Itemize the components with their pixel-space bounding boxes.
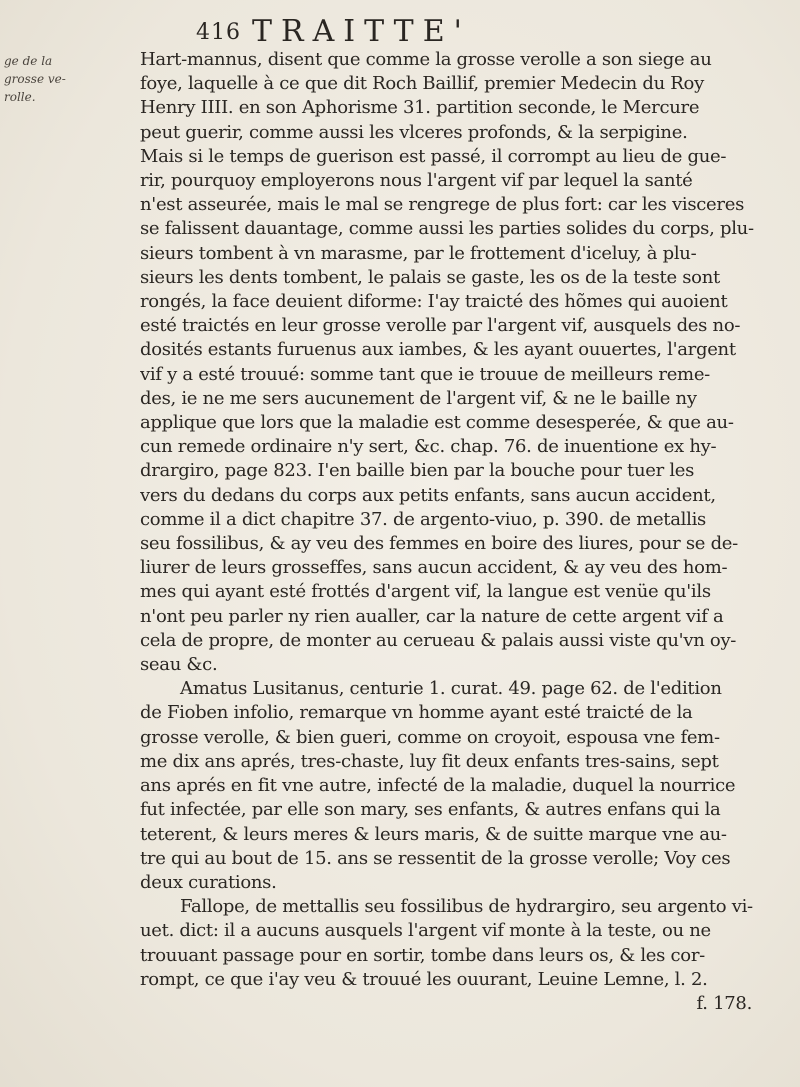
- paragraph-start-line: Amatus Lusitanus, centurie 1. curat. 49. page 62. de l'edition: [180, 678, 722, 700]
- running-title: TRAITTE': [252, 14, 471, 49]
- text-line: Henry IIII. en son Aphorisme 31. partition seconde, le Mercure: [140, 97, 700, 119]
- text-line: dosités estants furuenus aux iambes, & les ayant ouuertes, l'argent: [140, 339, 736, 361]
- text-line: vers du dedans du corps aux petits enfants, sans aucun accident,: [140, 484, 716, 506]
- text-line: peut guerir, comme aussi les vlceres profonds, & la serpigine.: [140, 121, 688, 143]
- paragraph-start-line: Fallope, de mettallis seu fossilibus de hydrargiro, seu argento vi-: [180, 896, 753, 918]
- folio-reference: f. 178.: [696, 992, 752, 1014]
- text-line: Mais si le temps de guerison est passé, il corrompt au lieu de gue-: [140, 145, 727, 167]
- text-line: applique que lors que la maladie est comme desesperée, & que au-: [140, 412, 734, 434]
- text-line: deux curations.: [140, 871, 277, 893]
- margin-note-line: grosse ve-: [4, 72, 66, 86]
- text-line: trouuant passage pour en sortir, tombe dans leurs os, & les cor-: [140, 944, 705, 966]
- text-line: cun remede ordinaire n'y sert, &c. chap. 76. de inuentione ex hy-: [140, 436, 717, 458]
- text-line: rompt, ce que i'ay veu & trouué les ouurant, Leuine Lemne, l. 2.: [140, 968, 708, 990]
- body-text: [140, 48, 764, 1016]
- text-line: sieurs tombent à vn marasme, par le frottement d'iceluy, à plu-: [140, 242, 697, 264]
- text-line: sieurs les dents tombent, le palais se gaste, les os de la teste sont: [140, 266, 720, 288]
- page-header: [196, 14, 756, 50]
- text-line: uet. dict: il a aucuns ausquels l'argent vif monte à la teste, ou ne: [140, 920, 711, 942]
- text-line: n'est asseurée, mais le mal se rengrege de plus fort: car les visceres: [140, 194, 744, 216]
- text-line: grosse verolle, & bien gueri, comme on croyoit, espousa vne fem-: [140, 726, 720, 748]
- text-line: des, ie ne me sers aucunement de l'argent vif, & ne le baille ny: [140, 387, 697, 409]
- page-number: 416: [196, 20, 241, 45]
- text-line: me dix ans aprés, tres-chaste, luy fit deux enfants tres-sains, sept: [140, 750, 719, 772]
- text-line: fut infectée, par elle son mary, ses enfants, & autres enfans qui la: [140, 799, 721, 821]
- text-line: teterent, & leurs meres & leurs maris, & de suitte marque vne au-: [140, 823, 727, 845]
- text-line: Hart-mannus, disent que comme la grosse verolle a son siege au: [140, 49, 712, 70]
- text-line: mes qui ayant esté frottés d'argent vif, la langue est venüe qu'ils: [140, 581, 711, 603]
- text-line: esté traictés en leur grosse verolle par l'argent vif, ausquels des no-: [140, 315, 741, 337]
- text-line: seau &c.: [140, 654, 218, 676]
- text-line: se falissent dauantage, comme aussi les parties solides du corps, plu-: [140, 218, 754, 240]
- text-line: ans aprés en fit vne autre, infecté de la maladie, duquel la nourrice: [140, 775, 736, 797]
- margin-note-line: ge de la: [4, 54, 53, 68]
- text-line: drargiro, page 823. I'en baille bien par la bouche pour tuer les: [140, 460, 695, 482]
- text-line: rir, pourquoy employerons nous l'argent vif par lequel la santé: [140, 170, 693, 192]
- margin-note: [4, 52, 66, 106]
- text-line: de Fioben infolio, remarque vn homme ayant esté traicté de la: [140, 702, 693, 724]
- text-line: liurer de leurs grosseffes, sans aucun accident, & ay veu des hom-: [140, 557, 728, 579]
- text-line: seu fossilibus, & ay veu des femmes en boire des liures, pour se de-: [140, 533, 738, 555]
- text-line: vif y a esté trouué: somme tant que ie trouue de meilleurs reme-: [140, 363, 710, 385]
- margin-note-line: rolle.: [4, 90, 36, 104]
- text-line: cela de propre, de monter au cerueau & palais aussi viste qu'vn oy-: [140, 629, 737, 651]
- text-line: foye, laquelle à ce que dit Roch Baillif, premier Medecin du Roy: [140, 73, 704, 95]
- text-line: n'ont peu parler ny rien aualler, car la nature de cette argent vif a: [140, 605, 724, 627]
- text-line: tre qui au bout de 15. ans se ressentit de la grosse verolle; Voy ces: [140, 847, 731, 869]
- text-line: comme il a dict chapitre 37. de argento-viuo, p. 390. de metallis: [140, 508, 706, 530]
- text-line: rongés, la face deuient diforme: I'ay traicté des hõmes qui auoient: [140, 291, 728, 313]
